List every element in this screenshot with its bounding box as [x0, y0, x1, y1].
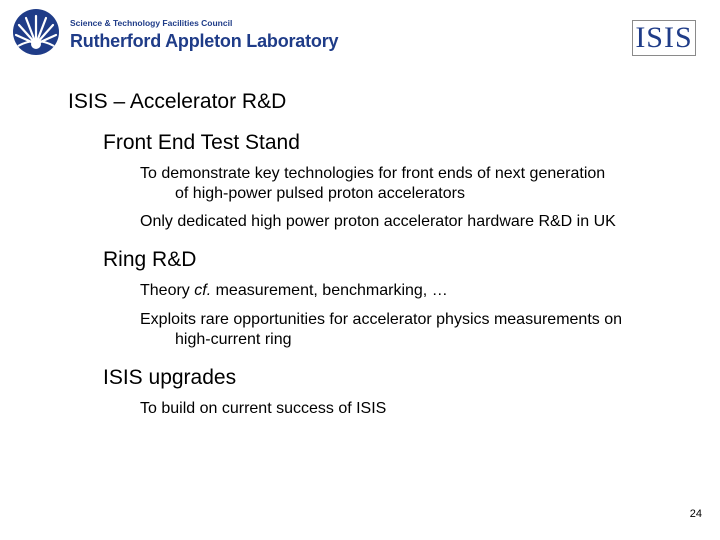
section-heading-isis-upgrades: ISIS upgrades	[103, 366, 237, 389]
bullet-line: Exploits rare opportunities for accelerator physics measurements on	[140, 311, 622, 328]
bullet-line: To build on current success of ISIS	[140, 400, 387, 417]
isis-logo	[632, 20, 696, 56]
bullet-item	[140, 310, 622, 350]
bullet-item	[140, 212, 616, 232]
org-name-text: Rutherford Appleton Laboratory	[70, 31, 339, 51]
page-number: 24	[689, 508, 702, 520]
bullet-line: To demonstrate key technologies for front ends of next generation	[140, 165, 606, 182]
bullet-line-continued: high-current ring	[175, 331, 292, 348]
bullet-text-post: measurement, benchmarking, …	[211, 282, 448, 299]
bullet-text-em: cf.	[194, 282, 212, 299]
org-small-text: Science & Technology Facilities Council	[70, 18, 233, 28]
stfc-ral-logo	[12, 6, 339, 64]
section-heading-front-end: Front End Test Stand	[103, 131, 300, 154]
bullet-text-pre: Theory	[140, 282, 195, 299]
bullet-item	[140, 281, 448, 301]
bullet-item	[140, 164, 605, 204]
stfc-emblem-icon	[12, 6, 64, 58]
bullet-item	[140, 399, 386, 419]
isis-logo-text: ISIS	[635, 21, 693, 54]
slide-title: ISIS – Accelerator R&D	[68, 90, 287, 113]
bullet-line: Only dedicated high power proton accelerator hardware R&D in UK	[140, 213, 616, 230]
section-heading-ring: Ring R&D	[103, 248, 197, 271]
bullet-line-continued: of high-power pulsed proton accelerators	[175, 185, 465, 202]
